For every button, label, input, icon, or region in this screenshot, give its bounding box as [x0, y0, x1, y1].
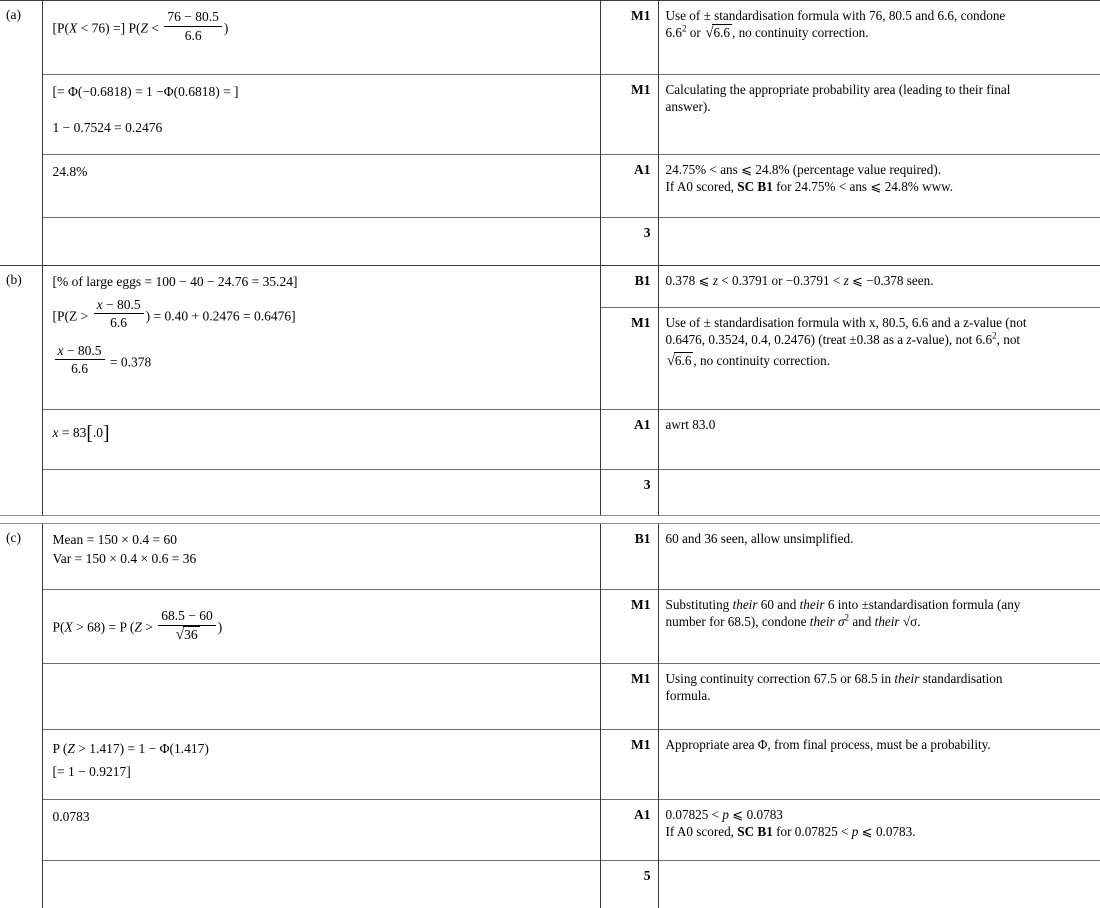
- working-cell-c4: [42, 730, 600, 800]
- table-row: [0, 664, 1100, 730]
- notes-line: Use of ± standardisation formula with 76, 80.5 and 6.6, condone: [666, 7, 1092, 24]
- working-cell-empty: [42, 470, 600, 516]
- table-row-total: [0, 861, 1100, 908]
- working-cell-empty: [42, 861, 600, 908]
- notes-line: Use of ± standardisation formula with x, 80.5, 6.6 and a z-value (not: [666, 314, 1092, 331]
- table-row: [0, 800, 1100, 861]
- notes-line: √6.6 , no continuity correction.: [666, 352, 1092, 369]
- notes-cell-b3: [658, 410, 1100, 470]
- notes-line: Using continuity correction 67.5 or 68.5 in their standardisation: [666, 670, 1092, 687]
- notes-cell-c2: [658, 590, 1100, 664]
- notes-line: 0.6476, 0.3524, 0.4, 0.2476) (treat ±0.38 as a z-value), not $6.6^2$, not: [666, 331, 1092, 348]
- mark-code: M1: [600, 664, 658, 730]
- mark-code: B1: [600, 524, 658, 590]
- notes-cell-empty: [658, 218, 1100, 266]
- mark-code: B1: [600, 266, 658, 308]
- working-cell-b: [42, 266, 600, 410]
- mark-code: M1: [600, 730, 658, 800]
- math-expression: x = 83[.0]: [53, 424, 592, 442]
- notes-line: Appropriate area Φ, from final process, must be a probability.: [666, 736, 1092, 753]
- math-expression: P (Z > 1.417) = 1 − Φ(1.417): [53, 740, 592, 758]
- section-divider: [0, 515, 1100, 524]
- notes-cell-c3: [658, 664, 1100, 730]
- working-cell-a1: [42, 1, 600, 75]
- notes-cell-empty: [658, 470, 1100, 516]
- math-expression: [P(X < 76) =] P(Z < $\frac{76 - 80.5}{6.6}$ ): [53, 9, 592, 43]
- notes-cell-a3: [658, 155, 1100, 218]
- math-expression: [= Φ(−0.6818) = 1 −Φ(0.6818) = ]: [53, 83, 592, 101]
- table-row-total: [0, 218, 1100, 266]
- math-expression: 24.8%: [53, 163, 592, 181]
- table-row: [0, 155, 1100, 218]
- mark-code: A1: [600, 410, 658, 470]
- notes-line: 24.75% < ans ⩽ 24.8% (percentage value required).: [666, 161, 1092, 178]
- working-cell-c2: [42, 590, 600, 664]
- part-total-marks: 3: [600, 470, 658, 516]
- square-root: √6.6: [666, 352, 694, 369]
- part-label-a: (a): [0, 1, 42, 266]
- square-root: √6.6: [704, 24, 732, 41]
- mark-code: A1: [600, 800, 658, 861]
- math-expression: [% of large eggs = 100 − 40 − 24.76 = 35.24]: [53, 273, 592, 291]
- notes-line: awrt 83.0: [666, 416, 1092, 433]
- notes-line: Substituting their 60 and their 6 into ±standardisation formula (any: [666, 596, 1092, 613]
- fraction: $\frac{76 - 80.5}{6.6}$: [164, 9, 222, 43]
- part-label-b: (b): [0, 266, 42, 516]
- notes-cell-a2: [658, 75, 1100, 155]
- square-root: √36: [174, 627, 199, 643]
- math-expression: Mean = 150 × 0.4 = 60: [53, 531, 592, 549]
- notes-line: 0.07825 < p ⩽ 0.0783: [666, 806, 1092, 823]
- fraction: $\frac{68.5 - 60}{√36}$: [158, 608, 216, 643]
- math-expression: P(X > 68) = P (Z > $\frac{68.5 - 60}{√36}$ ): [53, 608, 592, 643]
- mark-code: M1: [600, 1, 658, 75]
- table-row: [0, 1, 1100, 75]
- math-expression: $\frac{x - 80.5}{6.6}$ = 0.378: [53, 343, 592, 377]
- working-cell-c1: [42, 524, 600, 590]
- table-row: [0, 75, 1100, 155]
- mark-code: M1: [600, 308, 658, 410]
- table-row: [0, 410, 1100, 470]
- fraction: $\frac{x - 80.5}{6.6}$: [55, 343, 105, 377]
- notes-cell-empty: [658, 861, 1100, 908]
- notes-line: If A0 scored, SC B1 for 24.75% < ans ⩽ 24.8% www.: [666, 178, 1092, 195]
- notes-cell-b2: [658, 308, 1100, 410]
- table-row: [0, 730, 1100, 800]
- working-cell-c3: [42, 664, 600, 730]
- part-total-marks: 3: [600, 218, 658, 266]
- mark-code: A1: [600, 155, 658, 218]
- table-row-total: [0, 470, 1100, 516]
- notes-cell-c5: [658, 800, 1100, 861]
- notes-line: number for 68.5), condone their $\sigma^2$ and their √σ.: [666, 613, 1092, 630]
- working-cell-c5: [42, 800, 600, 861]
- notes-line: 0.378 ⩽ z < 0.3791 or −0.3791 < z ⩽ −0.378 seen.: [666, 272, 1092, 289]
- math-expression: 1 − 0.7524 = 0.2476: [53, 119, 592, 137]
- math-expression: [= 1 − 0.9217]: [53, 763, 592, 781]
- math-expression: 0.0783: [53, 808, 592, 826]
- notes-cell-a1: [658, 1, 1100, 75]
- fraction: $\frac{x - 80.5}{6.6}$: [94, 297, 144, 331]
- notes-cell-c1: [658, 524, 1100, 590]
- table-row: [0, 590, 1100, 664]
- notes-line: Calculating the appropriate probability area (leading to their final: [666, 81, 1092, 98]
- mark-scheme-table-c: [0, 524, 1100, 908]
- part-total-marks: 5: [600, 861, 658, 908]
- notes-cell-b1: [658, 266, 1100, 308]
- mark-code: M1: [600, 75, 658, 155]
- notes-line: answer).: [666, 98, 1092, 115]
- notes-line: $6.6^2$ or √6.6 , no continuity correction.: [666, 24, 1092, 41]
- working-cell-a3: [42, 155, 600, 218]
- working-cell-a2: [42, 75, 600, 155]
- notes-line: 60 and 36 seen, allow unsimplified.: [666, 530, 1092, 547]
- table-row: [0, 266, 1100, 308]
- math-expression: Var = 150 × 0.4 × 0.6 = 36: [53, 550, 592, 568]
- mark-code: M1: [600, 590, 658, 664]
- notes-line: formula.: [666, 687, 1092, 704]
- working-cell-empty: [42, 218, 600, 266]
- notes-cell-c4: [658, 730, 1100, 800]
- part-label-c: (c): [0, 524, 42, 908]
- notes-line: If A0 scored, SC B1 for 0.07825 < p ⩽ 0.0783.: [666, 823, 1092, 840]
- math-expression: [P(Z > $\frac{x - 80.5}{6.6}$ ) = 0.40 + 0.2476 = 0.6476]: [53, 297, 592, 331]
- table-row: [0, 524, 1100, 590]
- working-cell-b3: [42, 410, 600, 470]
